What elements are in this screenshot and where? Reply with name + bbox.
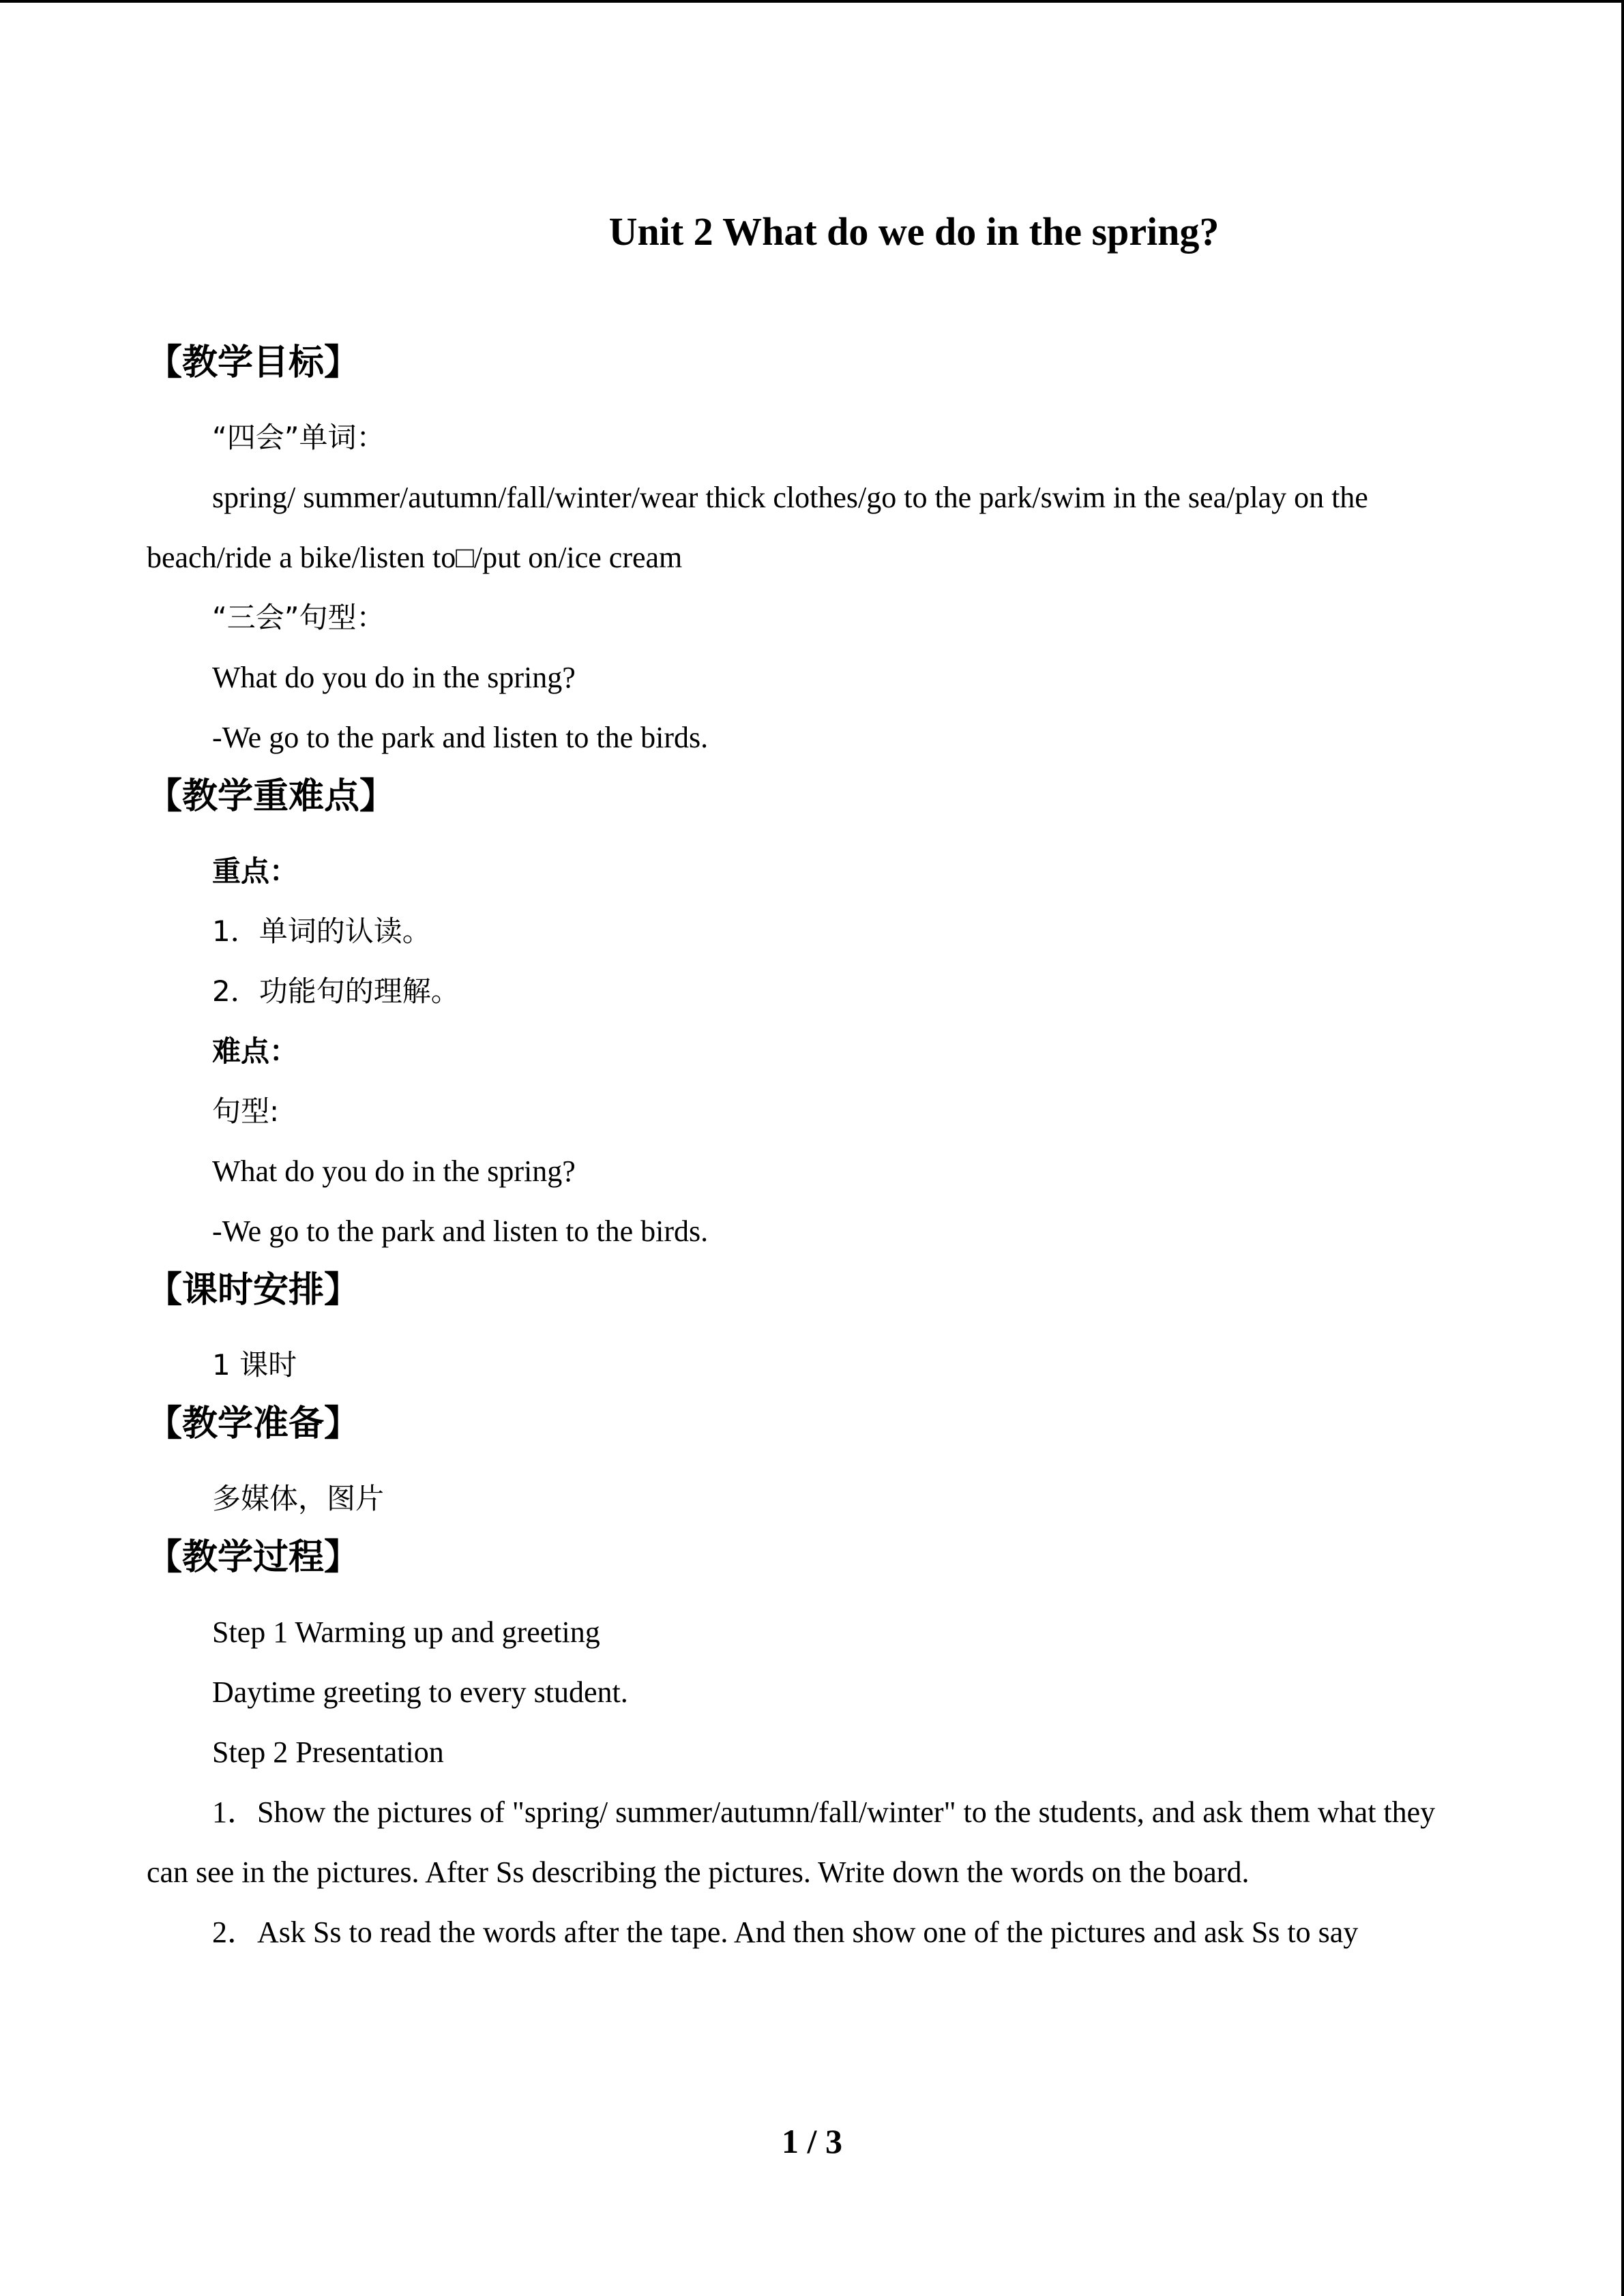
section-heading-key-points: 【教学重难点】	[147, 776, 396, 817]
sentence-question: What do you do in the spring?	[212, 661, 576, 694]
difficulty-sentence-answer: -We go to the park and listen to the birds.	[212, 1214, 709, 1248]
label-three-skills-sentences: “三会”句型：	[212, 601, 385, 634]
page-border-right	[1621, 0, 1624, 2296]
section-objectives	[147, 341, 1477, 768]
section-heading-preparation: 【教学准备】	[147, 1403, 360, 1444]
label-difficulty: 难点：	[212, 1034, 299, 1068]
step-1-title: Step 1 Warming up and greeting	[212, 1615, 600, 1649]
focus-item-2: 2．功能句的理解。	[212, 974, 460, 1008]
sentence-answer: -We go to the park and listen to the birds.	[212, 721, 709, 754]
label-focus: 重点：	[212, 854, 299, 888]
page-border-top	[0, 0, 1624, 3]
preparation-text: 多媒体，图片	[212, 1482, 385, 1515]
section-heading-process: 【教学过程】	[147, 1537, 360, 1578]
section-preparation	[147, 1402, 1477, 1529]
schedule-text: 1 课时	[212, 1348, 297, 1382]
section-schedule	[147, 1268, 1477, 1395]
section-heading-schedule: 【课时安排】	[147, 1270, 360, 1311]
section-key-points	[147, 775, 1477, 1262]
label-sentence-pattern: 句型:	[212, 1094, 280, 1128]
step-1-text: Daytime greeting to every student.	[212, 1675, 628, 1709]
step-2-item-1: 1．Show the pictures of "spring/ summer/autumn/fall/winter" to the students, and ask them what they can see in the pictures. After Ss describing the pictures. Write down the words on the board.	[147, 1795, 1436, 1889]
label-four-skills-words: “四会”单词：	[212, 421, 385, 454]
document-title: Unit 2 What do we do in the spring?	[608, 209, 1220, 254]
vocabulary-list: spring/ summer/autumn/fall/winter/wear thick clothes/go to the park/swim in the sea/play on the beach/ride a bike/listen to□/put on/ice cream	[147, 481, 1368, 574]
step-2-item-2: 2．Ask Ss to read the words after the tape. And then show one of the pictures and ask Ss to say	[212, 1915, 1359, 1949]
page-number: 1 / 3	[782, 2122, 842, 2160]
section-process	[147, 1536, 1477, 1963]
document-body	[147, 205, 1477, 1969]
section-heading-objectives: 【教学目标】	[147, 342, 360, 383]
focus-item-1: 1．单词的认读。	[212, 914, 431, 948]
step-2-title: Step 2 Presentation	[212, 1735, 444, 1769]
difficulty-sentence-question: What do you do in the spring?	[212, 1154, 576, 1188]
